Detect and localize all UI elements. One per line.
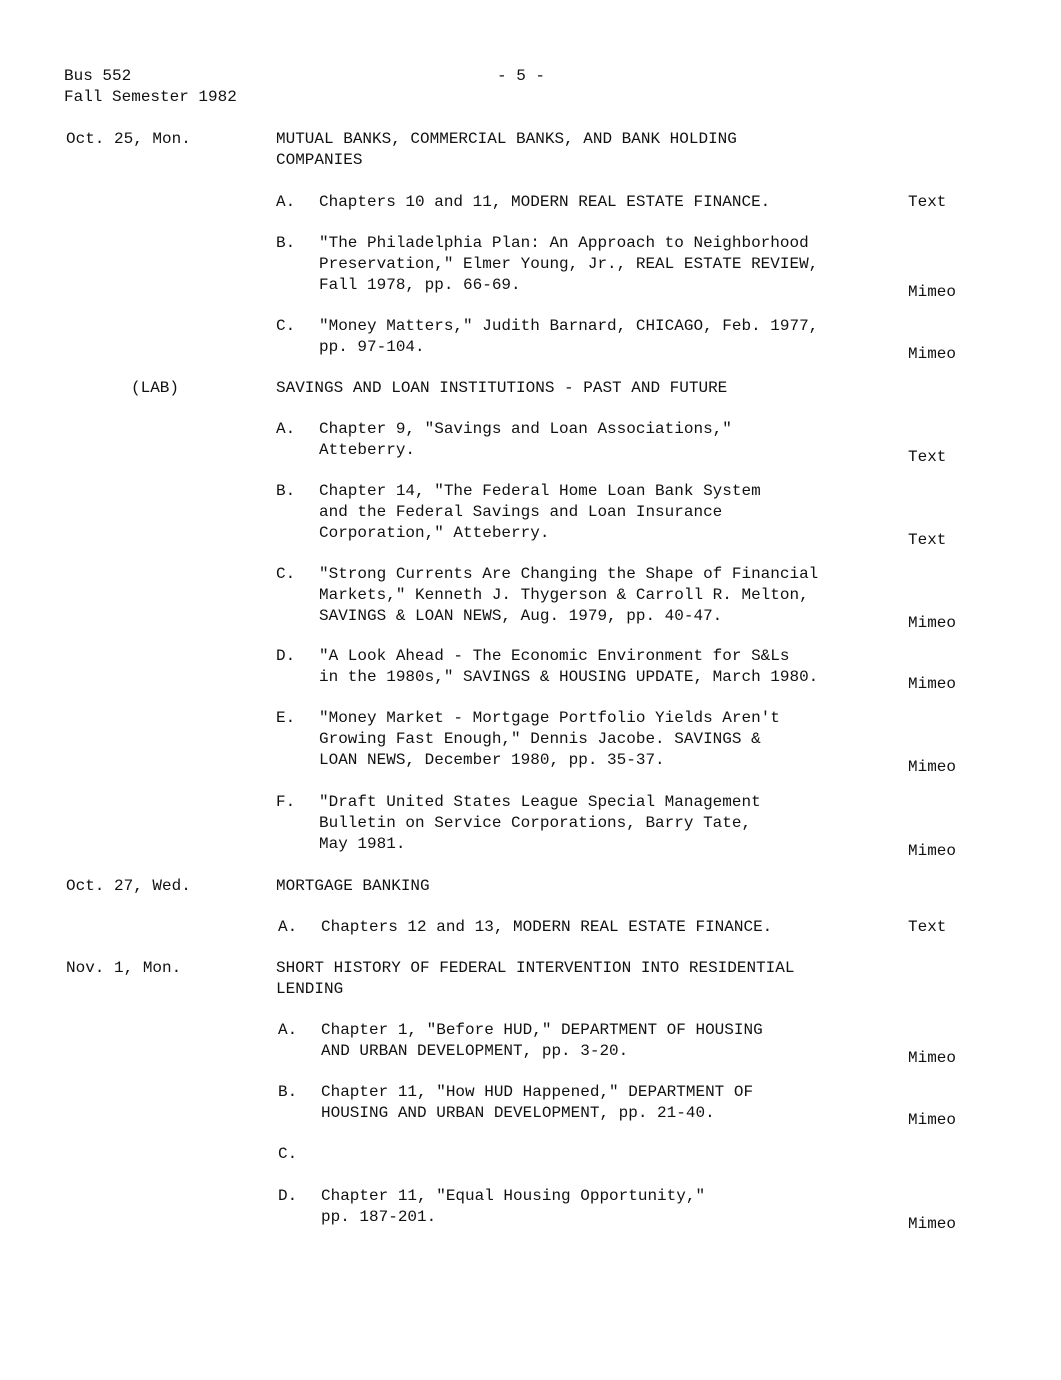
material-type: Mimeo: [908, 345, 957, 363]
item-citation: [319, 792, 886, 855]
section-title-line: SAVINGS AND LOAN INSTITUTIONS - PAST AND FUTURE: [276, 379, 728, 397]
citation-line: Markets," Kenneth J. Thygerson & Carroll R. Melton,: [319, 586, 809, 604]
section-label: (LAB): [131, 379, 180, 397]
item-citation: [319, 316, 886, 358]
item-letter: A.: [276, 420, 296, 438]
citation-line: [321, 1144, 888, 1165]
reading-item: [278, 1144, 888, 1165]
section-date: Oct. 25, Mon.: [66, 130, 191, 148]
item-citation: [319, 233, 886, 296]
material-type: Mimeo: [908, 842, 957, 860]
citation-line: "A Look Ahead - The Economic Environment for S&Ls: [319, 647, 790, 665]
item-letter: A.: [278, 1021, 298, 1039]
item-letter: C.: [276, 317, 296, 335]
citation-line: Chapters 12 and 13, MODERN REAL ESTATE FINANCE.: [321, 918, 773, 936]
citation-line: "The Philadelphia Plan: An Approach to Neighborhood: [319, 234, 809, 252]
item-citation: [319, 646, 886, 688]
section-date: Nov. 1, Mon.: [66, 959, 182, 977]
material-type: Mimeo: [908, 675, 957, 693]
citation-line: HOUSING AND URBAN DEVELOPMENT, pp. 21-40.: [321, 1104, 715, 1122]
item-letter: D.: [278, 1187, 298, 1205]
item-citation: [321, 1186, 888, 1228]
reading-item: [276, 419, 886, 461]
section-title-line: LENDING: [276, 980, 344, 998]
course-code: Bus 552: [64, 67, 132, 85]
citation-line: May 1981.: [319, 835, 406, 853]
citation-line: "Money Market - Mortgage Portfolio Yields Aren't: [319, 709, 780, 727]
item-letter: A.: [276, 193, 296, 211]
material-type: Mimeo: [908, 1215, 957, 1233]
item-citation: [319, 419, 886, 461]
section-title: [276, 876, 876, 897]
material-type: Mimeo: [908, 1049, 957, 1067]
reading-item: [276, 233, 886, 296]
semester: Fall Semester 1982: [64, 88, 237, 106]
section-title-line: SHORT HISTORY OF FEDERAL INTERVENTION INTO RESIDENTIAL: [276, 959, 795, 977]
citation-line: in the 1980s," SAVINGS & HOUSING UPDATE, March 1980.: [319, 668, 819, 686]
reading-item: [276, 792, 886, 855]
material-type: Text: [908, 448, 947, 466]
citation-line: Chapter 11, "How HUD Happened," DEPARTMENT OF: [321, 1083, 754, 1101]
reading-item: [276, 192, 886, 213]
reading-item: [276, 564, 886, 627]
item-letter: B.: [276, 234, 296, 252]
citation-line: Preservation," Elmer Young, Jr., REAL ESTATE REVIEW,: [319, 255, 819, 273]
item-citation: [319, 564, 886, 627]
item-citation: [319, 192, 886, 213]
citation-line: Chapter 1, "Before HUD," DEPARTMENT OF HOUSING: [321, 1021, 763, 1039]
page-number: - 5 -: [497, 67, 546, 85]
citation-line: SAVINGS & LOAN NEWS, Aug. 1979, pp. 40-47.: [319, 607, 723, 625]
citation-line: LOAN NEWS, December 1980, pp. 35-37.: [319, 751, 665, 769]
item-letter: B.: [278, 1083, 298, 1101]
citation-line: Growing Fast Enough," Dennis Jacobe. SAVINGS &: [319, 730, 761, 748]
material-type: Mimeo: [908, 1111, 957, 1129]
item-letter: F.: [276, 793, 296, 811]
material-type: Text: [908, 193, 947, 211]
item-citation: [319, 708, 886, 771]
section-title: [276, 129, 876, 171]
reading-item: [278, 1020, 888, 1062]
citation-line: Fall 1978, pp. 66-69.: [319, 276, 521, 294]
material-type: Text: [908, 531, 947, 549]
citation-line: Corporation," Atteberry.: [319, 524, 550, 542]
citation-line: and the Federal Savings and Loan Insurance: [319, 503, 723, 521]
reading-item: [276, 316, 886, 358]
citation-line: "Strong Currents Are Changing the Shape of Financial: [319, 565, 819, 583]
section-title-line: MORTGAGE BANKING: [276, 877, 430, 895]
citation-line: Chapters 10 and 11, MODERN REAL ESTATE FINANCE.: [319, 193, 771, 211]
citation-line: pp. 97-104.: [319, 338, 425, 356]
citation-line: pp. 187-201.: [321, 1208, 437, 1226]
citation-line: Chapter 9, "Savings and Loan Associations,": [319, 420, 732, 438]
reading-item: [276, 708, 886, 771]
citation-line: AND URBAN DEVELOPMENT, pp. 3-20.: [321, 1042, 629, 1060]
item-citation: [321, 1082, 888, 1124]
item-letter: B.: [276, 482, 296, 500]
citation-line: "Money Matters," Judith Barnard, CHICAGO, Feb. 1977,: [319, 317, 819, 335]
reading-item: [276, 646, 886, 688]
reading-item: [276, 481, 886, 544]
section-title: [276, 958, 876, 1000]
citation-line: Chapter 11, "Equal Housing Opportunity,": [321, 1187, 706, 1205]
section-date: Oct. 27, Wed.: [66, 877, 191, 895]
reading-item: [278, 1082, 888, 1124]
section-title: [276, 378, 876, 399]
section-title-line: COMPANIES: [276, 151, 363, 169]
item-citation: [321, 1020, 888, 1062]
material-type: Mimeo: [908, 283, 957, 301]
item-citation: [321, 1144, 888, 1165]
item-letter: C.: [276, 565, 296, 583]
item-letter: D.: [276, 647, 296, 665]
item-citation: [321, 917, 888, 938]
citation-line: Bulletin on Service Corporations, Barry Tate,: [319, 814, 752, 832]
item-letter: A.: [278, 918, 298, 936]
material-type: Mimeo: [908, 758, 957, 776]
citation-line: "Draft United States League Special Management: [319, 793, 761, 811]
reading-item: [278, 917, 888, 938]
section-title-line: MUTUAL BANKS, COMMERCIAL BANKS, AND BANK HOLDING: [276, 130, 737, 148]
item-citation: [319, 481, 886, 544]
reading-item: [278, 1186, 888, 1228]
material-type: Mimeo: [908, 614, 957, 632]
citation-line: Chapter 14, "The Federal Home Loan Bank System: [319, 482, 761, 500]
material-type: Text: [908, 918, 947, 936]
citation-line: Atteberry.: [319, 441, 416, 459]
item-letter: E.: [276, 709, 296, 727]
item-letter: C.: [278, 1145, 298, 1163]
